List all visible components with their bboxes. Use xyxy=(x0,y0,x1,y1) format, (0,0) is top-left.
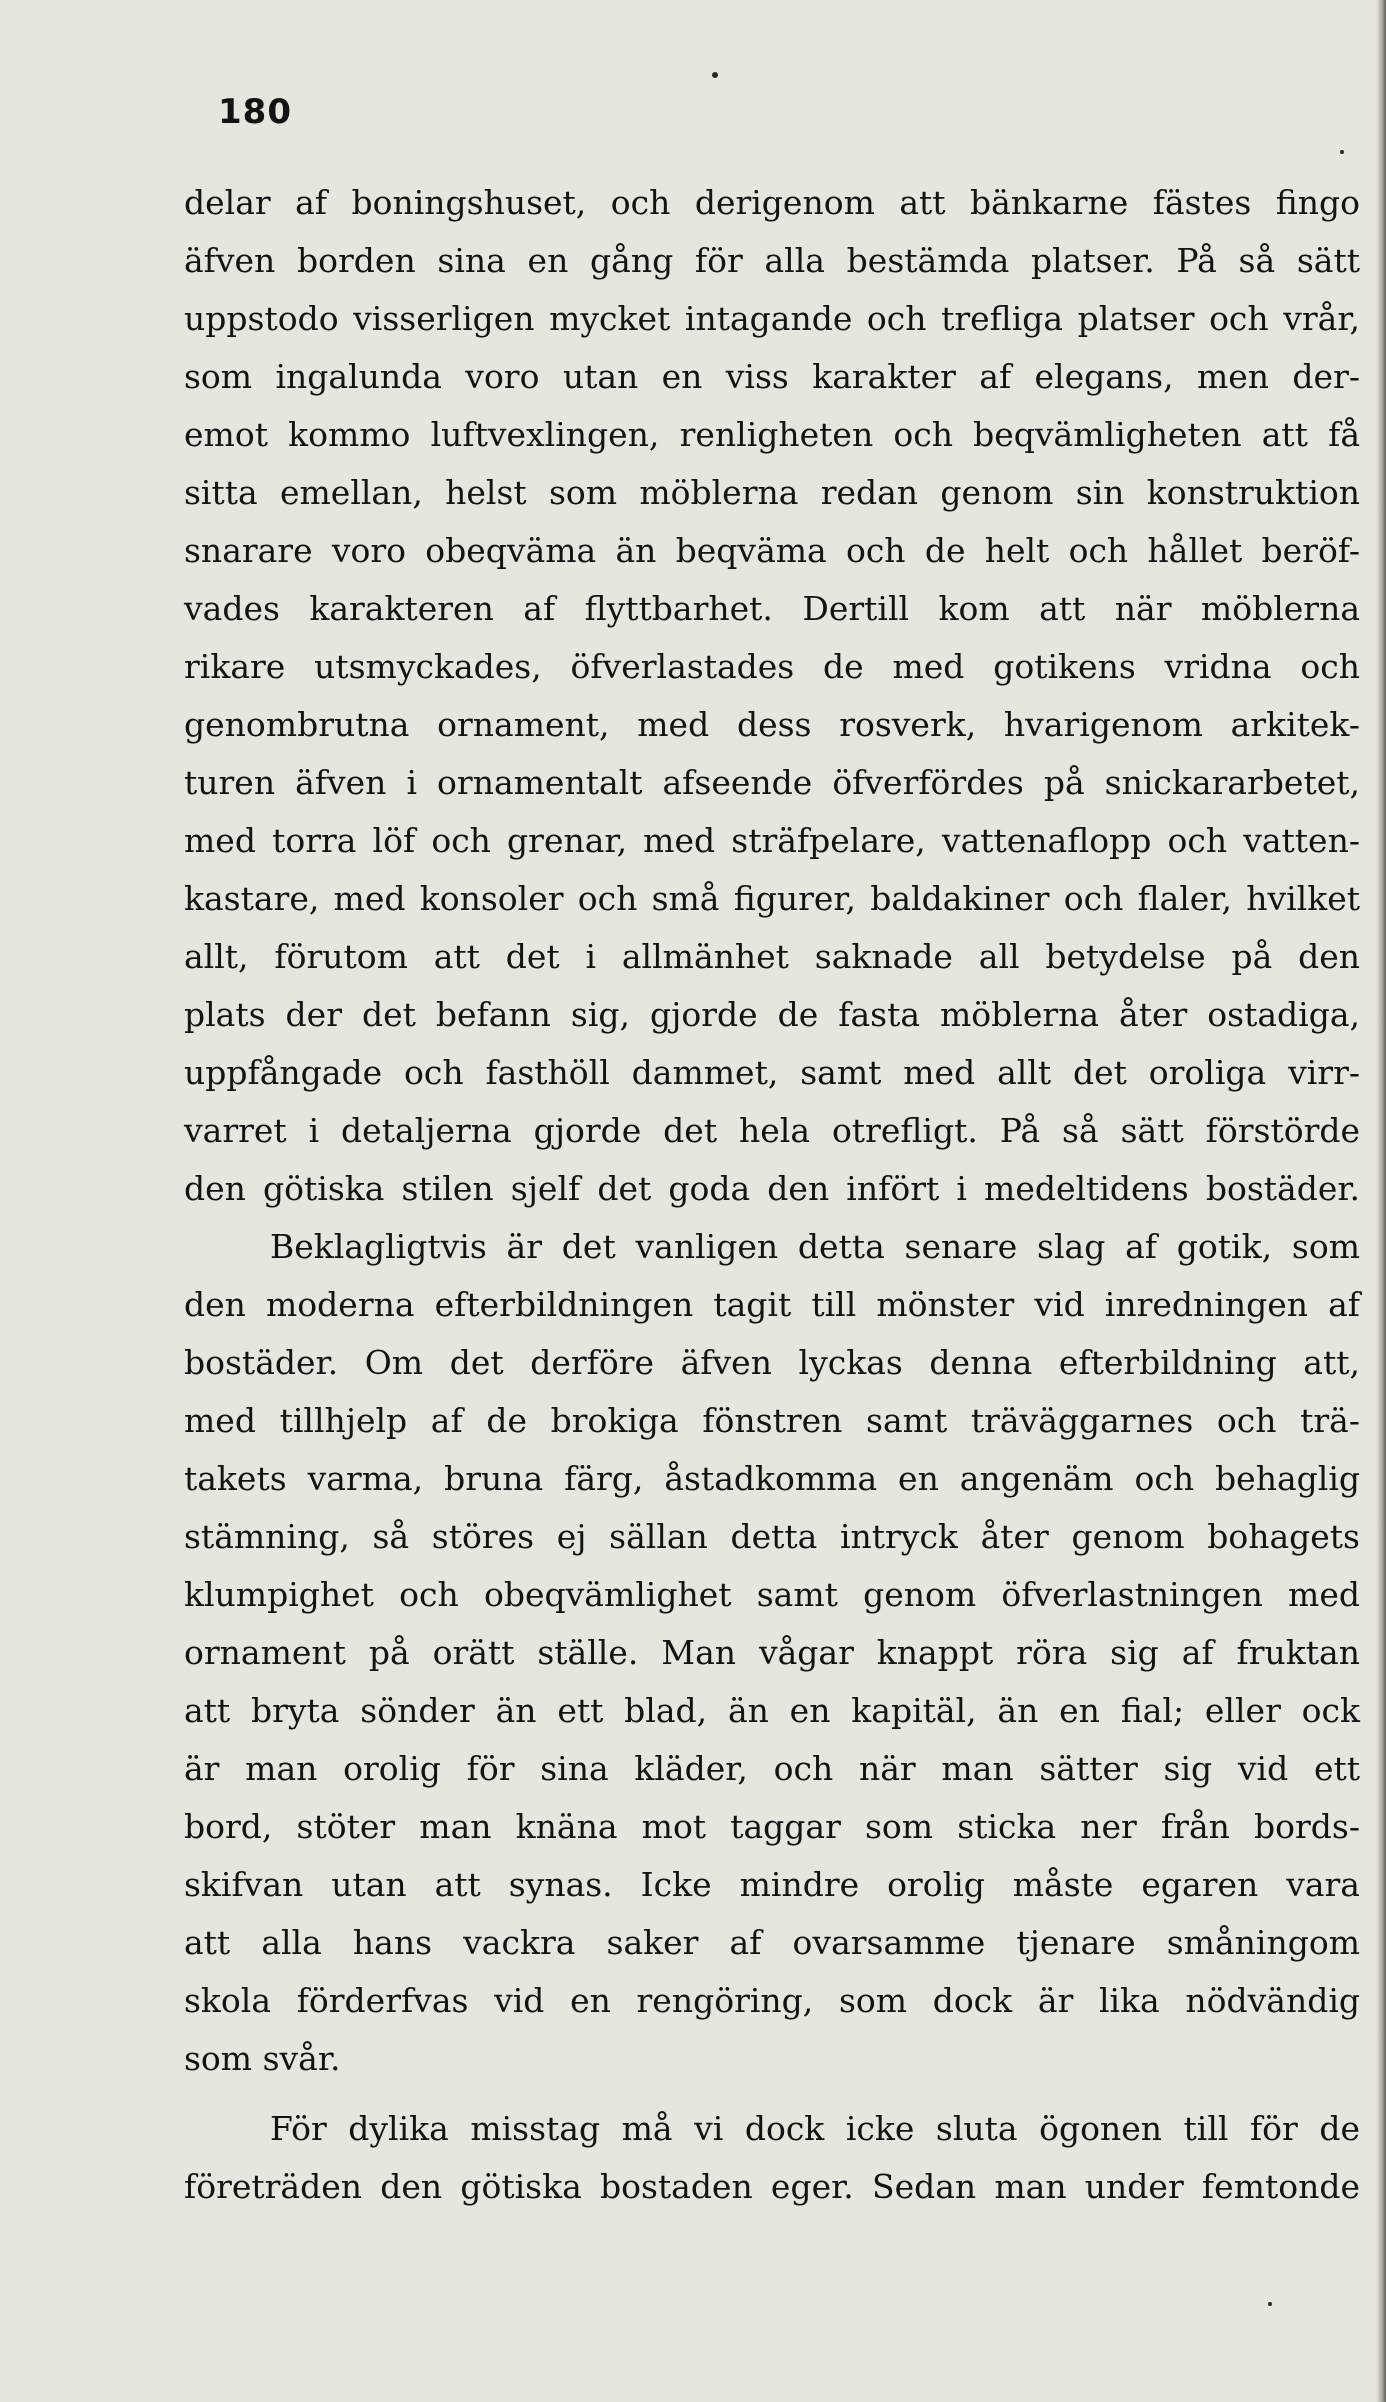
text-line: skola förderfvas vid en rengöring, som dock är lika nödvändig xyxy=(184,1981,1360,2020)
text-line: plats der det befann sig, gjorde de fasta möblerna åter ostadiga, xyxy=(184,995,1360,1034)
print-speck xyxy=(712,72,718,78)
text-line: uppfångade och fasthöll dammet, samt med allt det oroliga virr- xyxy=(184,1053,1360,1092)
text-line: klumpighet och obeqvämlighet samt genom öfverlastningen med xyxy=(184,1575,1360,1614)
text-line: Beklagligtvis är det vanligen detta senare slag af gotik, som xyxy=(270,1227,1360,1266)
text-line: turen äfven i ornamentalt afseende öfverfördes på snickararbetet, xyxy=(184,763,1360,802)
text-line: med tillhjelp af de brokiga fönstren samt träväggarnes och trä- xyxy=(184,1401,1360,1440)
text-line: vades karakteren af flyttbarhet. Dertill kom att när möblerna xyxy=(184,589,1360,628)
print-speck xyxy=(1340,150,1344,154)
text-line: varret i detaljerna gjorde det hela otrefligt. På så sätt förstörde xyxy=(184,1111,1360,1150)
text-line: att alla hans vackra saker af ovarsamme tjenare småningom xyxy=(184,1923,1360,1962)
page-edge-shadow xyxy=(1376,0,1386,2402)
text-line: För dylika misstag må vi dock icke sluta ögonen till för de xyxy=(270,2109,1360,2148)
text-line: delar af boningshuset, och derigenom att bänkarne fästes fingo xyxy=(184,183,1360,222)
text-line: den götiska stilen sjelf det goda den infört i medeltidens bostäder. xyxy=(184,1169,1360,1208)
text-line: den moderna efterbildningen tagit till mönster vid inredningen af xyxy=(184,1285,1360,1324)
text-line: ornament på orätt ställe. Man vågar knappt röra sig af fruktan xyxy=(184,1633,1360,1672)
text-line: att bryta sönder än ett blad, än en kapitäl, än en fial; eller ock xyxy=(184,1691,1360,1730)
text-line: skifvan utan att synas. Icke mindre orolig måste egaren vara xyxy=(184,1865,1360,1904)
text-line: äfven borden sina en gång för alla bestämda platser. På så sätt xyxy=(184,241,1360,280)
print-speck xyxy=(1268,2302,1272,2306)
text-line: med torra löf och grenar, med sträfpelare, vattenaflopp och vatten- xyxy=(184,821,1360,860)
text-line: som svår. xyxy=(184,2039,341,2078)
text-line: bord, stöter man knäna mot taggar som sticka ner från bords- xyxy=(184,1807,1360,1846)
text-line: sitta emellan, helst som möblerna redan genom sin konstruktion xyxy=(184,473,1360,512)
text-line: bostäder. Om det derföre äfven lyckas denna efterbildning att, xyxy=(184,1343,1360,1382)
text-line: snarare voro obeqväma än beqväma och de helt och hållet beröf- xyxy=(184,531,1360,570)
text-line: rikare utsmyckades, öfverlastades de med gotikens vridna och xyxy=(184,647,1360,686)
text-line: är man orolig för sina kläder, och när man sätter sig vid ett xyxy=(184,1749,1360,1788)
text-line: uppstodo visserligen mycket intagande och trefliga platser och vrår, xyxy=(184,299,1360,338)
text-line: allt, förutom att det i allmänhet saknade all betydelse på den xyxy=(184,937,1360,976)
text-line: företräden den götiska bostaden eger. Sedan man under femtonde xyxy=(184,2167,1360,2206)
text-line: kastare, med konsoler och små figurer, baldakiner och flaler, hvilket xyxy=(184,879,1360,918)
text-line: som ingalunda voro utan en viss karakter af elegans, men der- xyxy=(184,357,1360,396)
text-line: emot kommo luftvexlingen, renligheten och beqvämligheten att få xyxy=(184,415,1360,454)
text-line: stämning, så störes ej sällan detta intryck åter genom bohagets xyxy=(184,1517,1360,1556)
text-line: genombrutna ornament, med dess rosverk, hvarigenom arkitek- xyxy=(184,705,1360,744)
page-number: 180 xyxy=(218,92,292,132)
text-line: takets varma, bruna färg, åstadkomma en angenäm och behaglig xyxy=(184,1459,1360,1498)
